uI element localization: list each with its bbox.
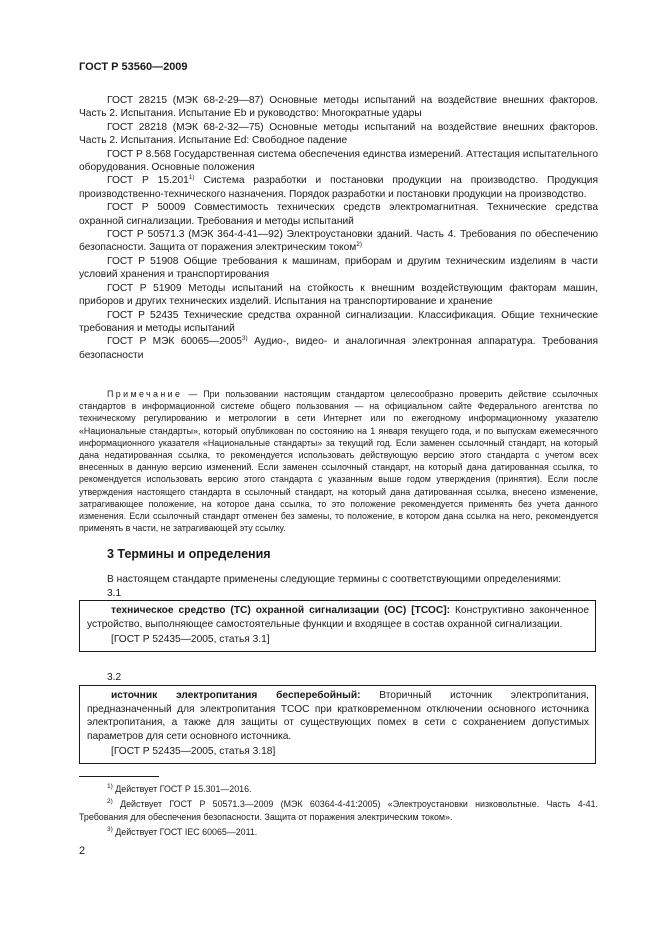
note-label: Примечание xyxy=(107,389,183,399)
term-name: источник электропитания бесперебойный: xyxy=(111,690,361,701)
page-number: 2 xyxy=(79,845,86,857)
footnote-mark: 2) xyxy=(107,798,113,806)
footnotes xyxy=(79,783,598,842)
reference-item: ГОСТ Р 52435 Технические средства охранной сигнализации. Классификация. Общие технические требования и методы испытаний xyxy=(79,309,598,334)
footnote-ref[interactable]: 2) xyxy=(356,241,363,249)
term-source: [ГОСТ Р 52435—2005, статья 3.18] xyxy=(111,746,276,758)
reference-item: ГОСТ Р 51908 Общие требования к машинам, приборам и другим техническим изделиям в части условий хранения и транспортирования xyxy=(79,255,598,281)
note-text: — При пользовании настоящим стандартом целесообразно проверить действие ссылочных стандартов в информационной системе общего пользования — на официальном сайте Федерального агентства по техническому регулированию и метрологии в сети Интернет или по ежегодному информационному указателю «Национальные стандарты», который опубликован по состоянию на 1 января текущего года, и по выпускам ежемесячного информационного указателя «Национальные стандарты» за текущий год. Если заменен ссылочный стандарт, на который дана недатированная ссылка, то рекомендуется использовать действующую версию этого стандарта с учетом всех внесенных в данную версию изменений. Если заменен ссылочный стандарт, на который дана датированная ссылка, то рекомендуется использовать версию этого стандарта с указанным выше годом утверждения (принятия). Если после утверждения настоящего стандарта в ссылочный стандарт, на который дана датированная ссылка, внесено изменение, затрагивающее положение, на которое дана ссылка, то это положение рекомендуется применять без учета данного изменения. Если ссылочный стандарт отменен без замены, то положение, в котором дана ссылка на него, рекомендуется применять в части, не затрагивающей эту ссылку. xyxy=(79,389,598,534)
footnote-ref[interactable]: 1) xyxy=(188,174,195,182)
term-number: 3.2 xyxy=(107,672,122,683)
term-name: техническое средство (ТС) охранной сигнализации (ОС) [ТСОС]: xyxy=(111,605,450,616)
footnote: $^{3)}$ Действует ГОСТ IEC 60065—2011. xyxy=(107,826,258,838)
footnote-ref[interactable]: 3) xyxy=(241,335,248,343)
reference-item: ГОСТ Р МЭК 60065—2005$^{3)}$ Аудио-, видео- и аналогичная электронная аппаратура. Требования безопасности xyxy=(79,335,598,361)
reference-item: ГОСТ 28215 (МЭК 68-2-29—87) Основные методы испытаний на воздействие внешних факторов. Часть 2. Испытания. Испытание Eb и руководство: Многократные удары xyxy=(79,95,598,120)
reference-item: ГОСТ Р 51909 Методы испытаний на стойкость к внешним воздействующим факторам машин, приборов и других технических изделий. Испытания на транспортирование и хранение xyxy=(79,282,598,308)
normative-references xyxy=(79,94,598,362)
note-paragraph xyxy=(79,388,598,534)
footnote-mark: 3) xyxy=(107,826,113,834)
reference-item: ГОСТ Р 50571.3 (МЭК 364-4-41—92) Электроустановки зданий. Часть 4. Требования по обеспечению безопасности. Защита от поражения электрическим током$^{2)}$ xyxy=(79,229,598,254)
footnote-divider xyxy=(79,776,159,777)
footnote: $^{1)}$ Действует ГОСТ Р 15.301—2016. xyxy=(107,783,252,794)
term-source: [ГОСТ Р 52435—2005, статья 3.1] xyxy=(111,634,270,646)
reference-item: ГОСТ 28218 (МЭК 68-2-32—75) Основные методы испытаний на воздействие внешних факторов. Часть 2. Испытания. Испытание Ed: Свободное падение xyxy=(79,121,598,147)
reference-item: ГОСТ Р 15.201$^{1)}$ Система разработки и постановки продукции на производство. Продукция производственно-технического назначения. Порядок разработки и постановки продукции на производство. xyxy=(79,174,598,200)
term-box xyxy=(79,600,596,652)
section-title: 3 Термины и определения xyxy=(107,547,271,561)
reference-item: ГОСТ Р 50009 Совместимость технических средств электромагнитная. Технические средства охранной сигнализации. Требования и методы испытаний xyxy=(79,202,598,227)
term-definition: Вторичный источник электропитания, предназначенный для электропитания ТСОС при кратковременном отключении основного источника электропитания, а также для защиты от существующих помех в сети с сохранением допустимых параметров для сети основного источника. xyxy=(87,690,589,742)
section-intro: В настоящем стандарте применены следующие термины с соответствующими определениями: xyxy=(107,574,562,585)
term-definition: Конструктивно законченное устройство, выполняющее самостоятельные функции и входящее в состав охранной сигнализации. xyxy=(87,605,589,630)
footnote-mark: 1) xyxy=(107,783,113,790)
term-box xyxy=(79,685,596,764)
reference-item: ГОСТ Р 8.568 Государственная система обеспечения единства измерений. Аттестация испытательного оборудования. Основные положения xyxy=(79,148,598,174)
document-header: ГОСТ Р 53560—2009 xyxy=(79,61,188,73)
footnote: $^{2)}$ Действует ГОСТ Р 50571.3—2009 (МЭК 60364-4-41:2005) «Электроустановки низковольтные. Часть 4-41. Требования для обеспечения безопасности. Защита от поражения электрическим током». xyxy=(79,798,598,822)
term-number: 3.1 xyxy=(107,588,122,599)
